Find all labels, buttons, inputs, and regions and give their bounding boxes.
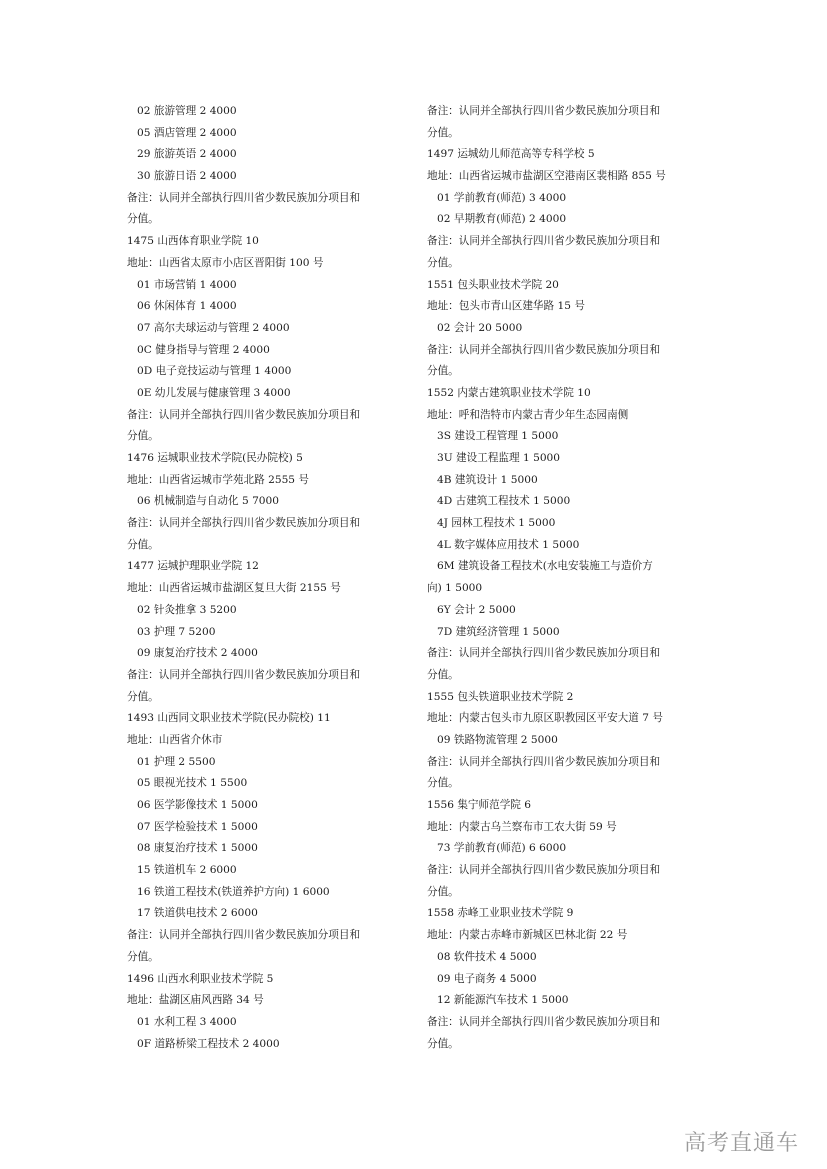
watermark-logo: 高考直通车 [683,1131,799,1156]
note-line: 分值。 [127,430,159,443]
note-line: 备注：认同并全部执行四川省少数民族加分项目和 [427,105,661,117]
note-line: 分值。 [127,950,159,963]
major-entry: 08 软件技术 4 5000 [437,950,537,963]
school-address: 地址：山西省运城市学苑北路 2555 号 [127,473,310,486]
note-line: 分值。 [427,777,459,790]
major-entry: 6M 建筑设备工程技术(水电安装施工与造价方 [437,560,653,573]
school-address: 地址：内蒙古乌兰察布市工农大街 59 号 [427,820,617,833]
school-heading: 1476 运城职业技术学院(民办院校) 5 [127,452,303,464]
note-line: 分值。 [427,365,459,378]
major-entry: 4J 园林工程技术 1 5000 [437,517,556,530]
major-entry: 4B 建筑设计 1 5000 [437,473,538,486]
major-entry: 4L 数字媒体应用技术 1 5000 [437,538,580,551]
major-entry: 09 电子商务 4 5000 [437,972,537,985]
note-line: 备注：认同并全部执行四川省少数民族加分项目和 [427,343,661,356]
note-line: 分值。 [427,1037,459,1050]
note-line: 备注：认同并全部执行四川省少数民族加分项目和 [427,755,661,768]
school-heading: 1493 山西同文职业技术学院(民办院校) 11 [127,712,331,725]
major-entry: 06 医学影像技术 1 5000 [137,799,258,811]
major-entry: 05 眼视光技术 1 5500 [137,777,248,790]
school-address: 地址：山西省运城市盐湖区空港南区裴相路 855 号 [427,170,666,183]
major-entry: 7D 建筑经济管理 1 5000 [437,625,560,638]
major-entry: 08 康复治疗技术 1 5000 [137,842,258,855]
major-entry: 16 铁道工程技术(铁道养护方向) 1 6000 [137,885,330,898]
major-entry: 0D 电子竞技运动与管理 1 4000 [137,365,292,378]
major-entry: 0C 健身指导与管理 2 4000 [137,343,270,356]
major-entry: 29 旅游英语 2 4000 [137,148,237,161]
major-entry: 01 学前教育(师范) 3 4000 [437,191,567,204]
school-heading: 1477 运城护理职业学院 12 [127,560,259,573]
major-entry: 01 水利工程 3 4000 [137,1015,237,1028]
note-line: 备注：认同并全部执行四川省少数民族加分项目和 [127,668,361,681]
major-entry: 01 市场营销 1 4000 [137,278,237,291]
major-entry: 02 针灸推拿 3 5200 [137,603,237,616]
major-entry: 06 机械制造与自动化 5 7000 [137,495,280,508]
major-entry: 07 高尔夫球运动与管理 2 4000 [137,321,290,334]
school-address: 地址：山西省介休市 [127,733,223,746]
major-entry: 03 护理 7 5200 [137,625,216,638]
major-entry: 3U 建设工程监理 1 5000 [437,452,561,464]
note-line: 备注：认同并全部执行四川省少数民族加分项目和 [427,1015,661,1028]
note-line: 分值。 [127,690,159,703]
major-entry: 12 新能源汽车技术 1 5000 [437,994,569,1007]
note-line: 分值。 [427,668,459,681]
major-entry: 0F 道路桥梁工程技术 2 4000 [137,1037,280,1050]
note-line: 分值。 [427,885,459,898]
school-heading: 1555 包头铁道职业技术学院 2 [427,690,574,703]
school-address: 地址：山西省运城市盐湖区复旦大街 2155 号 [127,582,341,595]
right-column [427,101,727,1055]
school-address: 地址：内蒙古赤峰市新城区巴林北街 22 号 [427,929,628,942]
major-entry: 09 铁路物流管理 2 5000 [437,733,558,746]
major-entry: 0E 幼儿发展与健康管理 3 4000 [137,386,291,399]
major-entry: 6Y 会计 2 5000 [437,603,516,616]
school-heading: 1556 集宁师范学院 6 [427,799,531,811]
major-entry: 01 护理 2 5500 [137,755,216,768]
school-heading: 1497 运城幼儿师范高等专科学校 5 [427,148,595,161]
note-line: 备注：认同并全部执行四川省少数民族加分项目和 [427,647,661,660]
school-heading: 1496 山西水利职业技术学院 5 [127,972,274,985]
note-line: 备注：认同并全部执行四川省少数民族加分项目和 [127,408,361,421]
major-entry: 09 康复治疗技术 2 4000 [137,647,258,660]
note-line: 分值。 [427,126,459,139]
note-line: 分值。 [127,213,159,226]
school-address: 地址：山西省太原市小店区晋阳街 100 号 [127,256,324,269]
major-entry: 07 医学检验技术 1 5000 [137,820,258,833]
note-line: 备注：认同并全部执行四川省少数民族加分项目和 [127,929,361,942]
school-address: 地址：盐湖区庙风西路 34 号 [127,994,264,1007]
major-entry: 06 休闲体育 1 4000 [137,300,237,313]
major-entry: 15 铁道机车 2 6000 [137,864,237,877]
note-line: 备注：认同并全部执行四川省少数民族加分项目和 [127,191,361,204]
major-entry: 02 会计 20 5000 [437,321,523,334]
left-column [127,101,427,1055]
school-address: 地址：包头市青山区建华路 15 号 [427,300,585,313]
major-entry: 05 酒店管理 2 4000 [137,126,237,139]
major-entry: 4D 古建筑工程技术 1 5000 [437,495,571,508]
school-address: 地址：呼和浩特市内蒙古青少年生态园南侧 [427,408,629,421]
major-entry: 3S 建设工程管理 1 5000 [437,430,559,443]
school-heading: 1551 包头职业技术学院 20 [427,278,559,291]
note-line: 分值。 [127,538,159,551]
major-entry: 02 旅游管理 2 4000 [137,105,237,117]
note-line: 分值。 [427,256,459,269]
note-line: 备注：认同并全部执行四川省少数民族加分项目和 [427,235,661,248]
major-entry: 02 早期教育(师范) 2 4000 [437,213,567,226]
school-address: 地址：内蒙古包头市九原区职教园区平安大道 7 号 [427,712,663,725]
note-line: 备注：认同并全部执行四川省少数民族加分项目和 [427,864,661,877]
major-entry-continuation: 向) 1 5000 [427,582,483,595]
school-heading: 1475 山西体育职业学院 10 [127,235,259,248]
school-heading: 1558 赤峰工业职业技术学院 9 [427,907,574,920]
major-entry: 17 铁道供电技术 2 6000 [137,907,258,920]
note-line: 备注：认同并全部执行四川省少数民族加分项目和 [127,517,361,530]
school-heading: 1552 内蒙古建筑职业技术学院 10 [427,386,591,399]
major-entry: 30 旅游日语 2 4000 [137,170,237,183]
major-entry: 73 学前教育(师范) 6 6000 [437,842,567,855]
